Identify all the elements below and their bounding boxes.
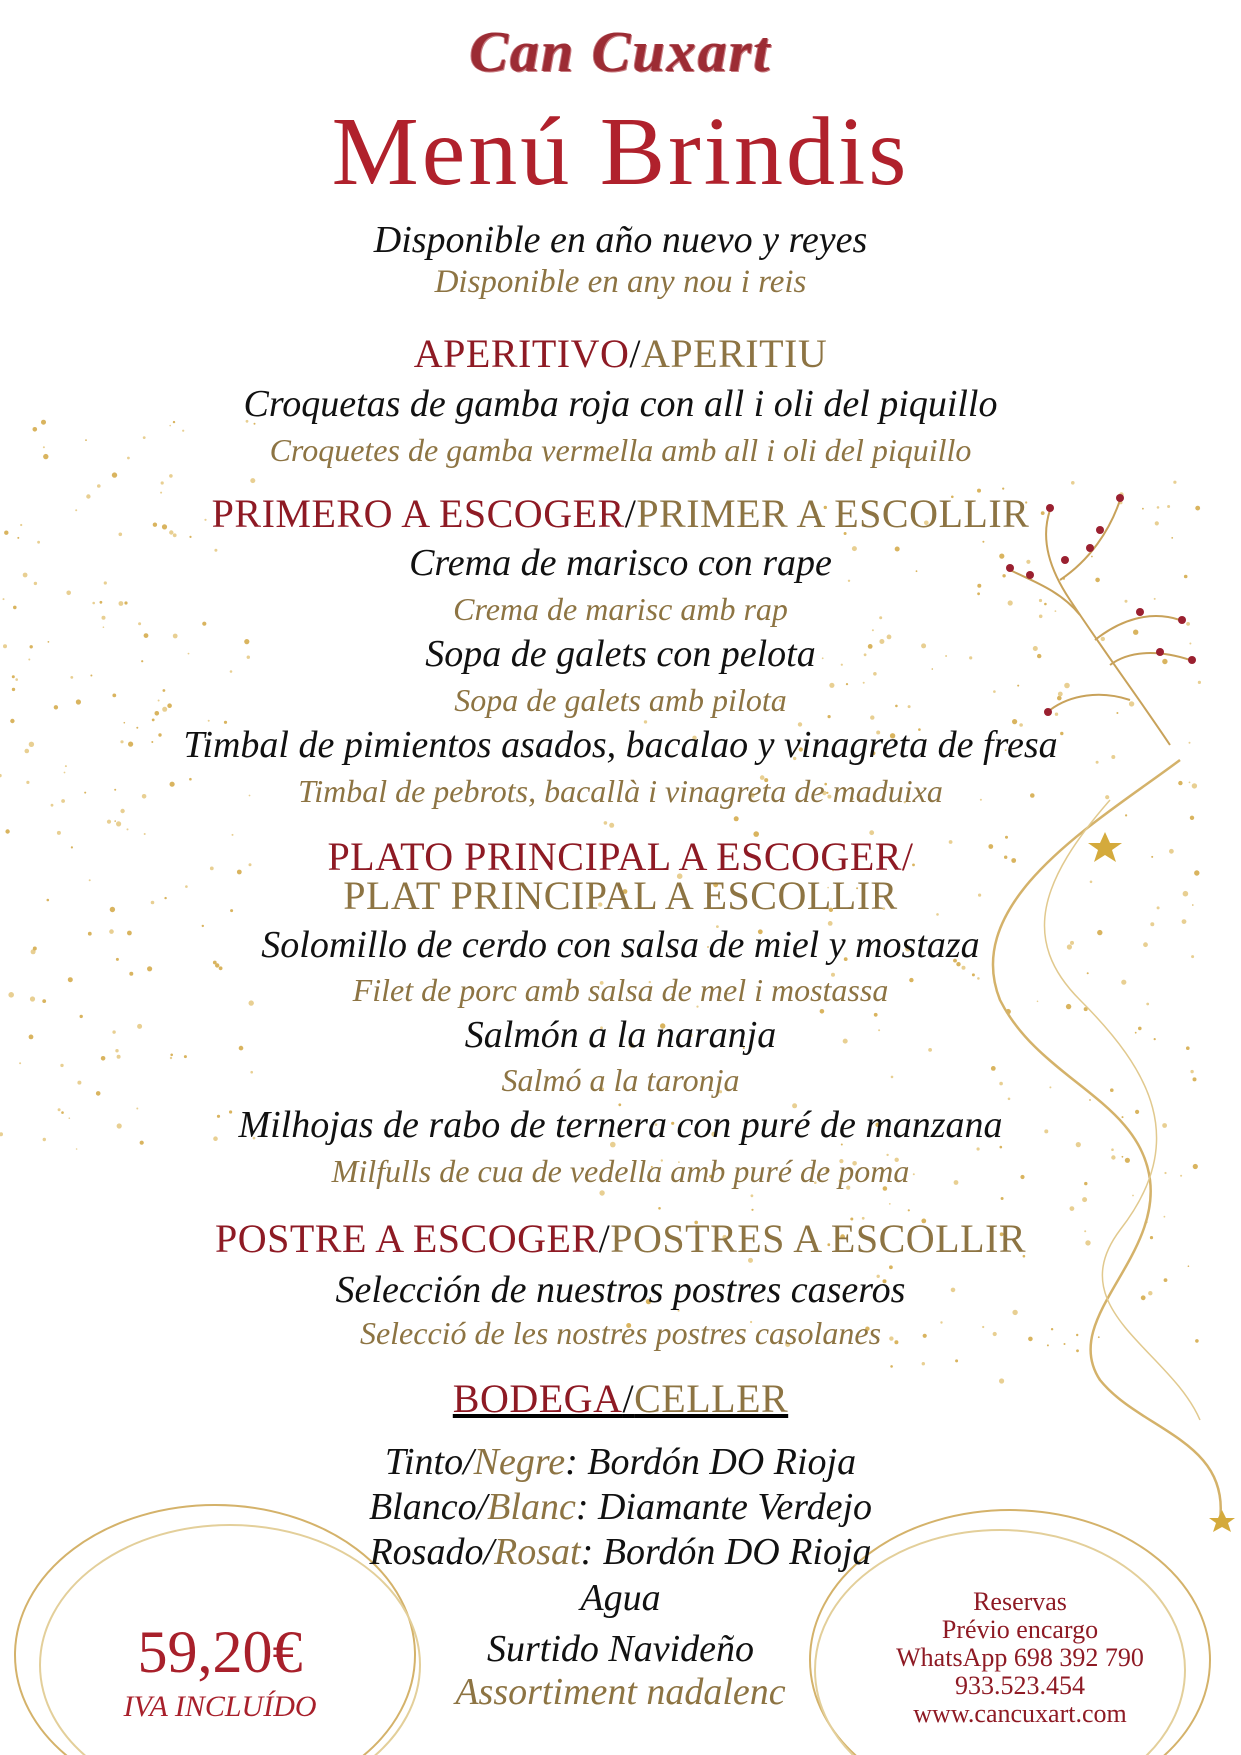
glitter-dot [609, 823, 614, 828]
subtitle-ca: Disponible en any nou i reis [434, 264, 807, 300]
brand-logo: Can Cuxart [469, 19, 772, 84]
glitter-dot [1190, 816, 1194, 820]
dish-es: Milhojas de rabo de ternera con puré de manzana [238, 1104, 1003, 1146]
glitter-dot [169, 474, 173, 478]
water-line: Agua [580, 1577, 661, 1619]
glitter-dot [76, 1148, 78, 1150]
glitter-dot [955, 1359, 958, 1362]
glitter-dot [890, 1365, 893, 1368]
dish-ca: Crema de marisc amb rap [453, 591, 788, 627]
contact-previo: Prévio encargo [941, 1615, 1099, 1644]
glitter-dot [33, 427, 38, 432]
glitter-dot [250, 478, 255, 483]
dish-ca: Filet de porc amb salsa de mel i mostassa [352, 972, 889, 1008]
glitter-dot [734, 816, 739, 821]
dish-es: Sopa de galets con pelota [425, 633, 816, 675]
price-tax-note: IVA INCLUÍDO [123, 1690, 317, 1723]
glitter-dot [977, 1147, 980, 1150]
glitter-dot [604, 821, 608, 825]
glitter-dot [658, 1207, 661, 1210]
glitter-dot [1111, 1148, 1114, 1151]
assortment-es: Surtido Navideño [486, 1628, 755, 1670]
glitter-dot [1070, 1206, 1075, 1211]
subtitle-es: Disponible en año nuevo y reyes [373, 219, 868, 261]
glitter-dot [889, 1203, 891, 1205]
glitter-dot [1188, 1265, 1190, 1267]
postre-header: POSTRE A ESCOGER/POSTRES A ESCOLLIR [214, 1216, 1027, 1261]
glitter-dot [922, 1362, 925, 1365]
glitter-dot [1173, 481, 1176, 484]
glitter-dot [908, 1209, 910, 1211]
dish-es: Selección de nuestros postres caseros [335, 1269, 906, 1311]
glitter-dot [208, 720, 210, 722]
wine-line: Rosado/Rosat: Bordón DO Rioja [369, 1531, 872, 1573]
glitter-dot [751, 1194, 754, 1197]
primero-header: PRIMERO A ESCOGER/PRIMER A ESCOLLIR [211, 491, 1030, 536]
dish-es: Crema de marisco con rape [409, 542, 832, 584]
glitter-dot [1071, 481, 1075, 485]
wine-line: Tinto/Negre: Bordón DO Rioja [384, 1441, 857, 1483]
bodega-header: BODEGA/CELLER [452, 1376, 789, 1421]
dish-ca: Salmó a la taronja [501, 1062, 740, 1098]
principal-header-es: PLATO PRINCIPAL A ESCOGER/ [327, 834, 914, 879]
contact-phone[interactable]: 933.523.454 [955, 1671, 1085, 1700]
principal-header-ca: PLAT PRINCIPAL A ESCOLLIR [343, 873, 898, 918]
glitter-dot [1082, 1197, 1087, 1202]
glitter-dot [1001, 1197, 1004, 1200]
glitter-dot [872, 629, 874, 631]
glitter-dot [1132, 1195, 1134, 1197]
glitter-dot [70, 676, 73, 679]
dish-ca: Croquetes de gamba vermella amb all i oli del piquillo [269, 432, 972, 468]
aperitivo-header: APERITIVO/APERITIU [413, 331, 828, 376]
glitter-dot [127, 828, 129, 830]
glitter-dot [97, 484, 101, 488]
dish-es: Solomillo de cerdo con salsa de miel y mostaza [261, 924, 980, 966]
wine-line: Blanco/Blanc: Diamante Verdejo [368, 1486, 873, 1528]
glitter-dot [114, 820, 116, 822]
glitter-dot [161, 481, 164, 484]
glitter-dot [15, 678, 18, 681]
glitter-dot [112, 472, 117, 477]
assortment-ca: Assortiment nadalenc [455, 1671, 786, 1713]
price-amount: 59,20€ [137, 1619, 303, 1685]
glitter-dot [599, 1190, 604, 1195]
dish-ca: Sopa de galets amb pilota [454, 682, 787, 718]
glitter-dot [170, 1057, 172, 1059]
glitter-dot [1089, 1099, 1091, 1101]
dish-ca: Selecció de les nostres postres casolanes [359, 1315, 882, 1351]
contact-reservas: Reservas [973, 1587, 1067, 1616]
glitter-dot [751, 1209, 753, 1211]
glitter-dot [116, 821, 121, 826]
glitter-dot [1171, 537, 1173, 539]
dish-es: Croquetas de gamba roja con all i oli del piquillo [243, 383, 998, 425]
dish-es: Salmón a la naranja [464, 1014, 777, 1056]
glitter-dot [1125, 814, 1127, 816]
menu-title: Menú Brindis [331, 98, 910, 206]
dish-ca: Timbal de pebrots, bacallà i vinagreta de maduixa [298, 773, 943, 809]
glitter-dot [107, 820, 111, 824]
contact-website[interactable]: www.cancuxart.com [913, 1699, 1127, 1728]
glitter-dot [17, 537, 19, 539]
dish-ca: Milfulls de cua de vedella amb puré de poma [331, 1153, 910, 1189]
contact-whatsapp[interactable]: WhatsApp 698 392 790 [896, 1643, 1144, 1672]
dish-es: Timbal de pimientos asados, bacalao y vinagreta de fresa [183, 724, 1058, 766]
